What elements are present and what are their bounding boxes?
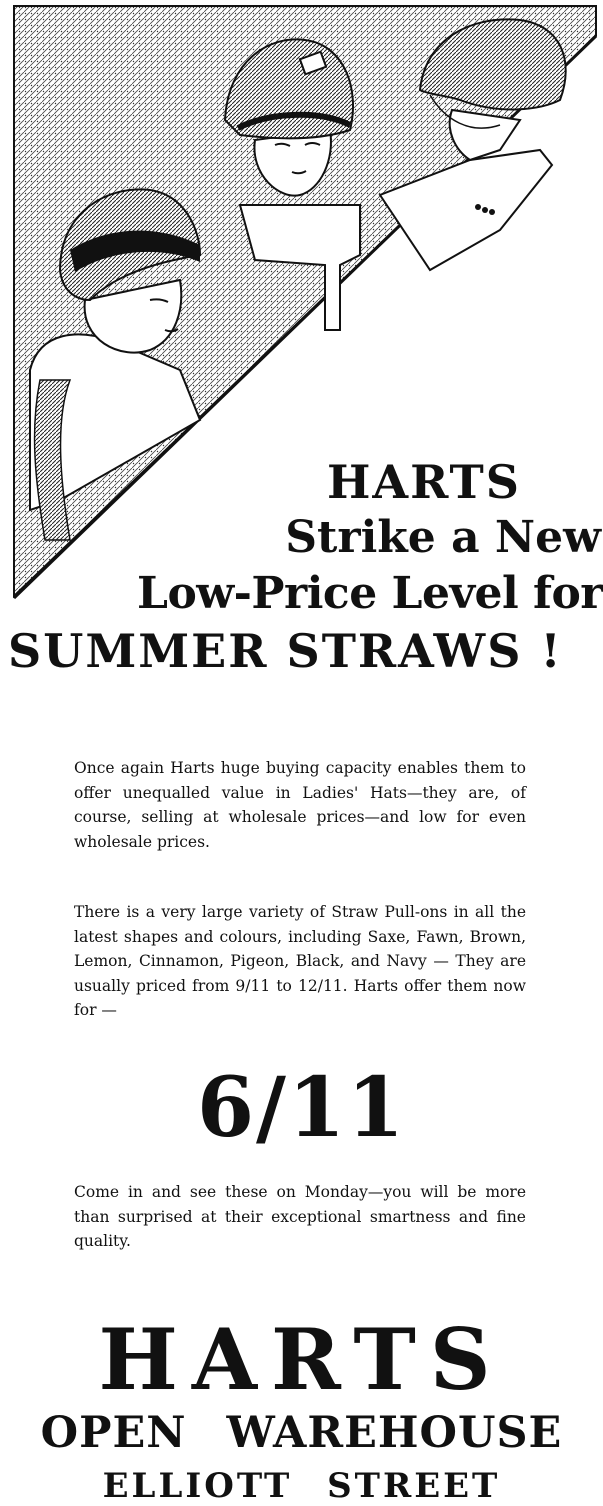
headline-summer-straws: SUMMER STRAWS ! (8, 624, 563, 678)
paragraph-variety: There is a very large variety of Straw Pull-ons in all the latest shapes and colours, including Saxe, Fawn, Brown, Lemon, Cinnamon, Pigeon, Black, and Navy — They are usually priced from 9/11 to 12/11. Harts offer them now for — (74, 903, 526, 1019)
paragraph-buying-capacity: Once again Harts huge buying capacity enables them to offer unequalled value in Ladies' Hats—they are, of course, selling at wholesale prices—and low for even wholesale prices. (74, 759, 526, 851)
headline-low-price: Low-Price Level for (137, 568, 603, 619)
footer-street: ELLIOTT STREET (102, 1466, 501, 1506)
price: 6/11 (196, 1060, 407, 1156)
paragraph-come-in: Come in and see these on Monday—you will be more than surprised at their exceptional smartness and fine quality. (74, 1183, 526, 1250)
footer-store-name: HARTS (98, 1310, 505, 1409)
headline-harts: HARTS (326, 455, 521, 509)
footer-open-warehouse: OPEN WAREHOUSE (40, 1408, 563, 1458)
headline-strike: Strike a New (285, 512, 601, 563)
